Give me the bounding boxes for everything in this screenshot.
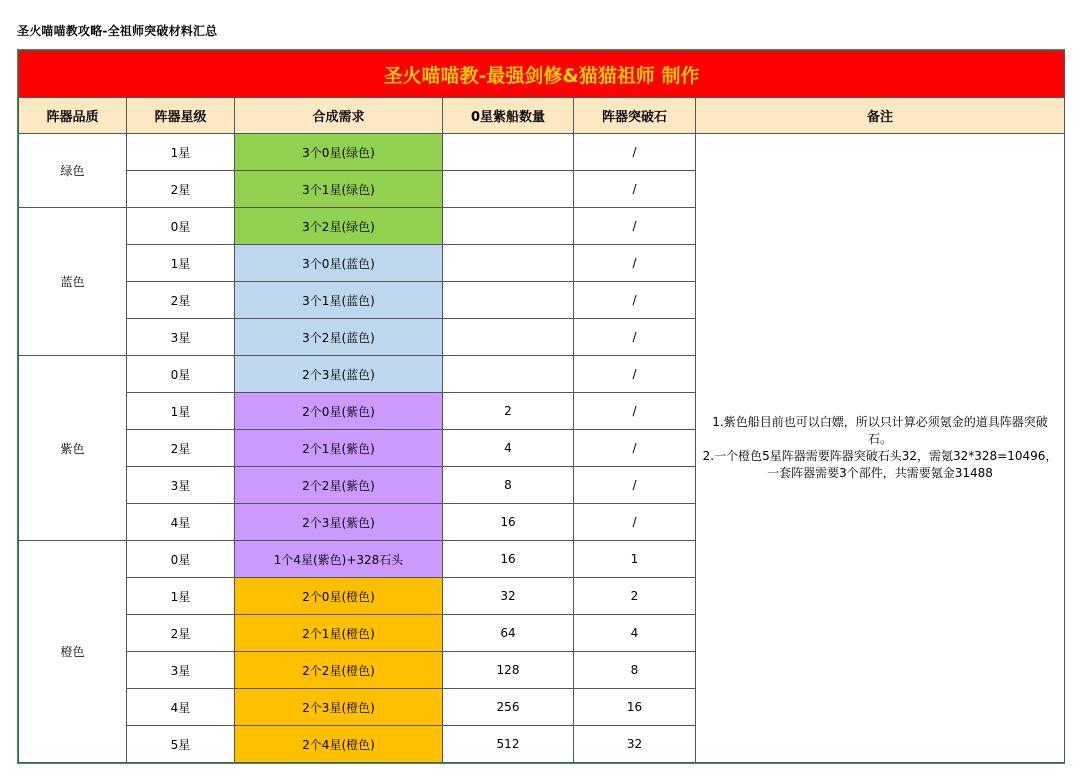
quality-cell-orange: 橙色 — [19, 541, 127, 763]
star-cell: 1星 — [127, 393, 235, 430]
star-cell: 4星 — [127, 689, 235, 726]
header-breakthrough-stone: 阵器突破石 — [574, 98, 696, 134]
ship-count-cell: 64 — [443, 615, 574, 652]
stone-cell: / — [574, 393, 696, 430]
star-cell: 3星 — [127, 652, 235, 689]
star-cell: 2星 — [127, 171, 235, 208]
stone-cell: / — [574, 319, 696, 356]
requirement-cell: 3个0星(蓝色) — [235, 245, 443, 282]
notes-cell: 1.紫色船目前也可以白嫖，所以只计算必须氪金的道具阵器突破石。 2.一个橙色5星阵器需要阵器突破石头32，需氪32*328=10496，一套阵器需要3个部件，共需要氪金31488 — [696, 134, 1065, 763]
ship-count-cell — [443, 319, 574, 356]
ship-count-cell — [443, 245, 574, 282]
ship-count-cell: 4 — [443, 430, 574, 467]
requirement-cell: 2个1星(橙色) — [235, 615, 443, 652]
ship-count-cell: 16 — [443, 541, 574, 578]
header-purple-ship-count: 0星紫船数量 — [443, 98, 574, 134]
stone-cell: / — [574, 208, 696, 245]
stone-cell: / — [574, 171, 696, 208]
quality-cell-green: 绿色 — [19, 134, 127, 208]
requirement-cell: 3个2星(绿色) — [235, 208, 443, 245]
stone-cell: / — [574, 245, 696, 282]
stone-cell: 16 — [574, 689, 696, 726]
requirement-cell: 2个3星(橙色) — [235, 689, 443, 726]
ship-count-cell — [443, 208, 574, 245]
table-row — [19, 134, 1065, 171]
star-cell: 4星 — [127, 504, 235, 541]
star-cell: 3星 — [127, 467, 235, 504]
ship-count-cell — [443, 282, 574, 319]
ship-count-cell: 8 — [443, 467, 574, 504]
star-cell: 2星 — [127, 282, 235, 319]
requirement-cell: 2个0星(紫色) — [235, 393, 443, 430]
header-notes: 备注 — [696, 98, 1065, 134]
requirement-cell: 1个4星(紫色)+328石头 — [235, 541, 443, 578]
requirement-cell: 2个2星(橙色) — [235, 652, 443, 689]
page-title: 圣火喵喵教攻略-全祖师突破材料汇总 — [17, 24, 218, 38]
star-cell: 1星 — [127, 578, 235, 615]
banner-title: 圣火喵喵教-最强剑修&猫猫祖师 制作 — [19, 51, 1065, 98]
breakthrough-table — [18, 50, 1065, 763]
star-cell: 3星 — [127, 319, 235, 356]
stone-cell: / — [574, 134, 696, 171]
ship-count-cell — [443, 356, 574, 393]
ship-count-cell: 128 — [443, 652, 574, 689]
star-cell: 2星 — [127, 615, 235, 652]
breakthrough-table-container — [17, 49, 1065, 764]
requirement-cell: 2个0星(橙色) — [235, 578, 443, 615]
star-cell: 0星 — [127, 356, 235, 393]
requirement-cell: 2个3星(蓝色) — [235, 356, 443, 393]
requirement-cell: 2个1星(紫色) — [235, 430, 443, 467]
header-star: 阵器星级 — [127, 98, 235, 134]
ship-count-cell: 512 — [443, 726, 574, 763]
header-requirement: 合成需求 — [235, 98, 443, 134]
requirement-cell: 3个0星(绿色) — [235, 134, 443, 171]
stone-cell: / — [574, 282, 696, 319]
star-cell: 2星 — [127, 430, 235, 467]
stone-cell: 2 — [574, 578, 696, 615]
stone-cell: 1 — [574, 541, 696, 578]
requirement-cell: 3个2星(蓝色) — [235, 319, 443, 356]
star-cell: 5星 — [127, 726, 235, 763]
star-cell: 0星 — [127, 208, 235, 245]
star-cell: 1星 — [127, 134, 235, 171]
stone-cell: 8 — [574, 652, 696, 689]
requirement-cell: 3个1星(蓝色) — [235, 282, 443, 319]
ship-count-cell — [443, 171, 574, 208]
ship-count-cell: 2 — [443, 393, 574, 430]
stone-cell: 32 — [574, 726, 696, 763]
ship-count-cell: 256 — [443, 689, 574, 726]
ship-count-cell: 32 — [443, 578, 574, 615]
header-quality: 阵器品质 — [19, 98, 127, 134]
ship-count-cell — [443, 134, 574, 171]
requirement-cell: 2个3星(紫色) — [235, 504, 443, 541]
star-cell: 1星 — [127, 245, 235, 282]
star-cell: 0星 — [127, 541, 235, 578]
stone-cell: / — [574, 504, 696, 541]
stone-cell: / — [574, 430, 696, 467]
quality-cell-blue: 蓝色 — [19, 208, 127, 356]
stone-cell: / — [574, 356, 696, 393]
requirement-cell: 2个2星(紫色) — [235, 467, 443, 504]
stone-cell: / — [574, 467, 696, 504]
ship-count-cell: 16 — [443, 504, 574, 541]
requirement-cell: 2个4星(橙色) — [235, 726, 443, 763]
requirement-cell: 3个1星(绿色) — [235, 171, 443, 208]
quality-cell-purple: 紫色 — [19, 356, 127, 541]
stone-cell: 4 — [574, 615, 696, 652]
